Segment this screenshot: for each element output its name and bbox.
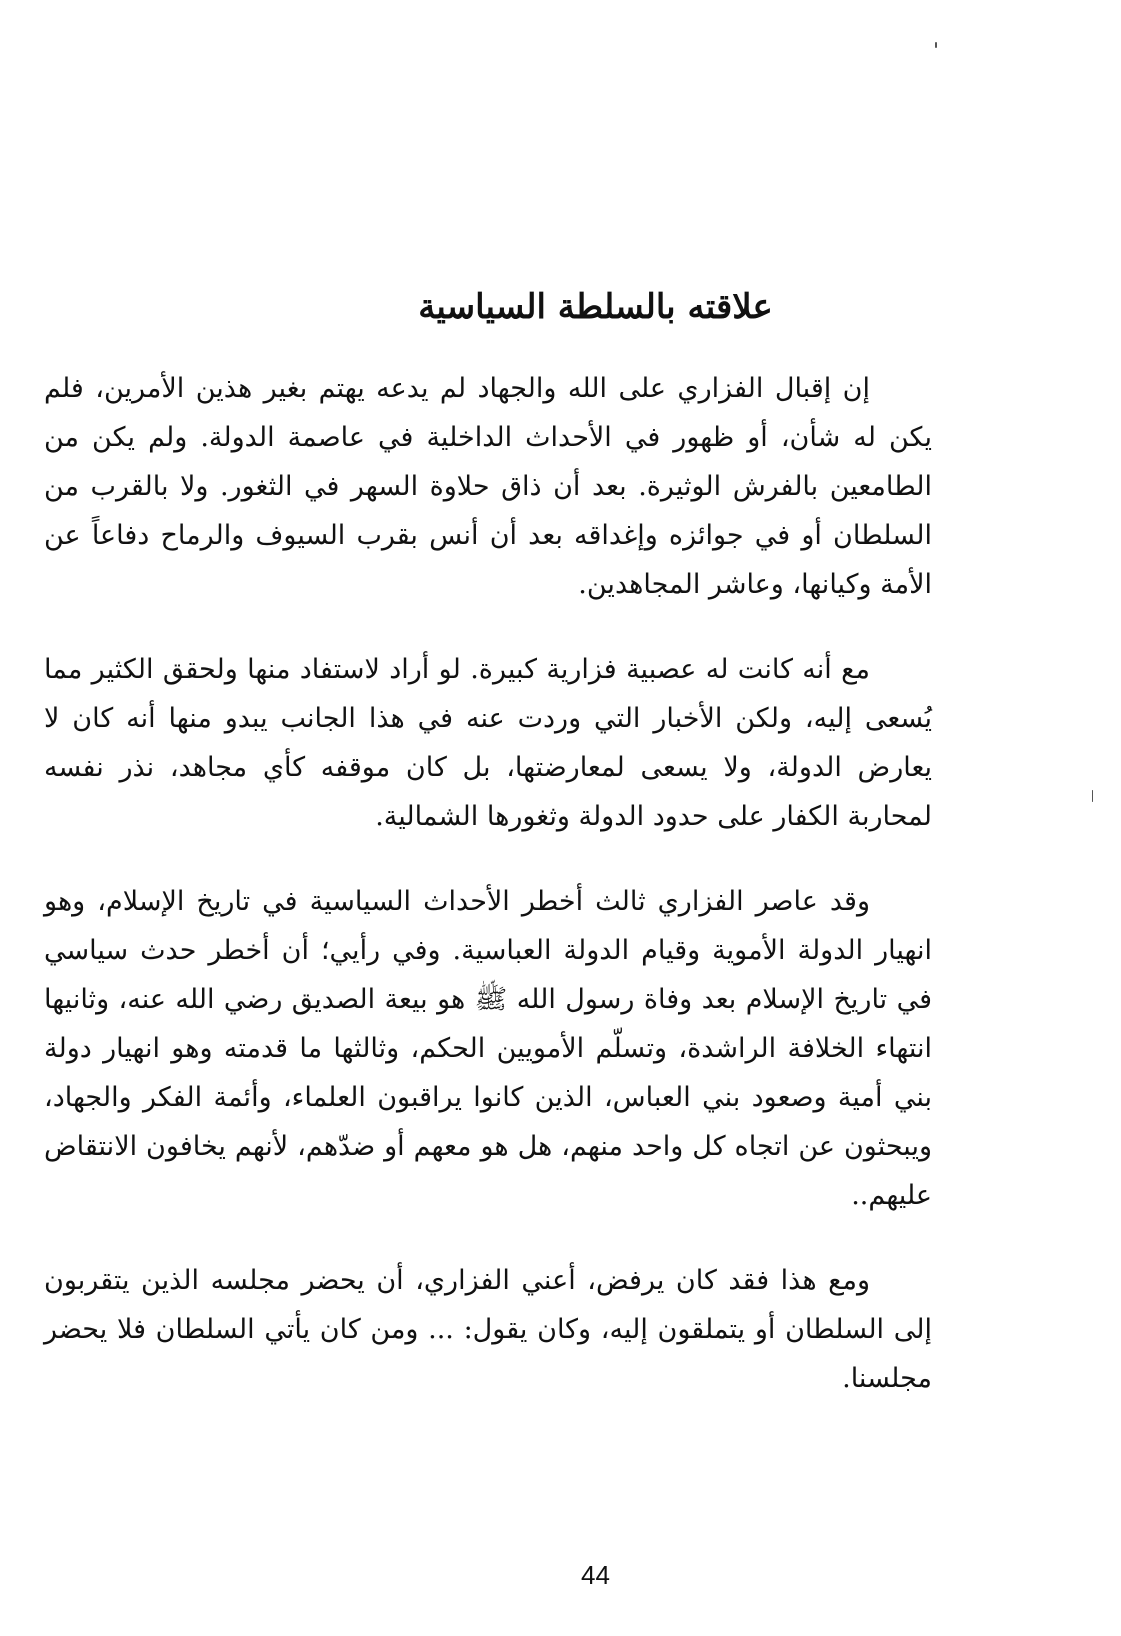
paragraph: وقد عاصر الفزاري ثالث أخطر الأحداث السياسية في تاريخ الإسلام، وهو انهيار الدولة الأموية وقيام الدولة العباسية. وفي رأيي؛ أن أخطر حدث سياسي في تاريخ الإسلام بعد وفاة رسول الله ﷺ هو بيعة الصديق رضي الله عنه، وثانيها انتهاء الخلافة الراشدة، وتسلّم الأمويين الحكم، وثالثها ما قدمته وهو انهيار دولة بني أمية وصعود بني العباس، الذين كانوا يراقبون العلماء، وأئمة الفكر والجهاد، ويبحثون عن اتجاه كل واحد منهم، هل هو معهم أو ضدّهم، لأنهم يخافون الانتقاض عليهم.. xyxy=(44,886,932,1211)
paragraph: ومع هذا فقد كان يرفض، أعني الفزاري، أن يحضر مجلسه الذين يتقربون إلى السلطان أو يتملقون إليه، وكان يقول: ... ومن كان يأتي السلطان فلا يحضر مجلسنا. xyxy=(44,1265,932,1394)
section-title: علاقته بالسلطة السياسية xyxy=(418,286,773,327)
scan-mark xyxy=(1092,790,1093,802)
body-text xyxy=(44,364,932,1439)
scan-mark xyxy=(935,42,937,48)
paragraph: مع أنه كانت له عصبية فزارية كبيرة. لو أراد لاستفاد منها ولحقق الكثير مما يُسعى إليه، ولكن الأخبار التي وردت عنه في هذا الجانب يبدو منها أنه كان لا يعارض الدولة، ولا يسعى لمعارضتها، بل كان موقفه كأي مجاهد، نذر نفسه لمحاربة الكفار على حدود الدولة وثغورها الشمالية. xyxy=(44,654,932,832)
page-number: 44 xyxy=(581,1560,610,1590)
paragraph: إن إقبال الفزاري على الله والجهاد لم يدعه يهتم بغير هذين الأمرين، فلم يكن له شأن، أو ظهور في الأحداث الداخلية في عاصمة الدولة. ولم يكن من الطامعين بالفرش الوثيرة. بعد أن ذاق حلاوة السهر في الثغور. ولا بالقرب من السلطان أو في جوائزه وإغداقه بعد أن أنس بقرب السيوف والرماح دفاعاً عن الأمة وكيانها، وعاشر المجاهدين. xyxy=(44,373,932,600)
